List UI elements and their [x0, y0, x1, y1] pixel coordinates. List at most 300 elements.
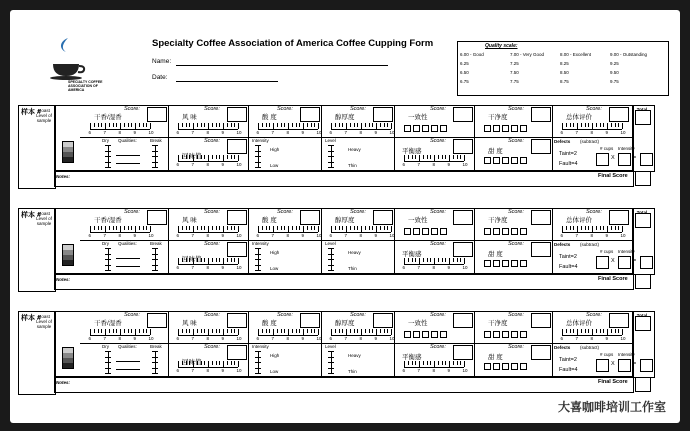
attribute-label-clean_cup: 干净度 — [488, 320, 508, 327]
scale-tick — [412, 361, 413, 365]
scale-tick — [581, 123, 582, 127]
score-box-acidity[interactable] — [300, 313, 320, 328]
vertical-scale-tick — [328, 351, 334, 352]
total-score-box[interactable] — [635, 316, 651, 331]
high-label: High — [270, 147, 280, 152]
scale-tick — [566, 329, 567, 333]
cup-checkbox[interactable] — [520, 260, 527, 267]
cup-checkbox[interactable] — [520, 363, 527, 370]
score-box-body[interactable] — [373, 210, 393, 225]
cup-checkbox[interactable] — [511, 157, 518, 164]
defect-total-box[interactable] — [640, 153, 653, 166]
scale-number: 8 — [118, 130, 122, 135]
scale-tick — [339, 226, 340, 230]
vertical-scale-tick — [152, 156, 158, 157]
cup-checkbox[interactable] — [493, 157, 500, 164]
attribute-label-sweetness: 甜 度 — [488, 354, 503, 361]
scale-tick — [216, 361, 217, 365]
defect-cups-box[interactable] — [596, 359, 609, 372]
score-label: Score: — [508, 344, 524, 350]
scale-tick — [430, 155, 431, 159]
final-score-label: Final Score — [598, 173, 628, 179]
name-label: Name: — [152, 58, 172, 65]
scale-number: 9 — [374, 130, 378, 135]
scale-tick — [622, 226, 623, 232]
cup-checkbox[interactable] — [502, 157, 509, 164]
scale-tick — [150, 123, 151, 129]
scale-tick — [238, 329, 239, 335]
watermark: 大喜咖啡培训工作室 — [557, 400, 666, 414]
scale-tick — [182, 155, 183, 159]
scale-number: 6 — [329, 336, 333, 341]
scale-tick — [600, 226, 601, 230]
scale-tick — [182, 123, 183, 127]
cup-checkbox[interactable] — [413, 331, 420, 338]
vertical-scale-tick — [152, 373, 158, 374]
defect-intensity-box[interactable] — [618, 359, 631, 372]
vertical-scale-tick — [152, 368, 158, 369]
cup-checkbox[interactable] — [520, 157, 527, 164]
cup-checkbox[interactable] — [493, 228, 500, 235]
scale-number: 8 — [590, 336, 594, 341]
vertical-scale-tick — [152, 357, 158, 358]
scale-tick — [339, 329, 340, 333]
scale-tick — [354, 123, 355, 127]
scale-number: 6 — [329, 233, 333, 238]
final-score-box[interactable] — [635, 171, 651, 186]
scale-tick — [234, 123, 235, 127]
score-box-fragrance[interactable] — [147, 107, 167, 122]
cup-checkbox[interactable] — [484, 228, 491, 235]
scale-tick — [216, 329, 217, 333]
scale-number: 10 — [148, 233, 154, 238]
dry-label: Dry — [102, 138, 109, 143]
score-box-overall[interactable] — [609, 107, 629, 122]
cup-checkbox[interactable] — [484, 125, 491, 132]
scale-tick — [139, 226, 140, 230]
scale-tick — [186, 329, 187, 333]
scale-tick — [189, 123, 190, 127]
vertical-scale-tick — [255, 156, 261, 157]
thin-label: Thin — [348, 163, 357, 168]
scale-tick — [570, 329, 571, 333]
scale-number: 8 — [206, 162, 210, 167]
break-label: Break — [150, 344, 162, 349]
cup-checkbox[interactable] — [413, 228, 420, 235]
scale-tick — [189, 329, 190, 333]
score-label: Score: — [586, 312, 602, 318]
scale-number: 8 — [118, 233, 122, 238]
cup-checkbox[interactable] — [511, 260, 518, 267]
scale-tick — [201, 361, 202, 365]
cup-checkbox[interactable] — [440, 125, 447, 132]
scale-tick — [234, 258, 235, 262]
cup-checkbox[interactable] — [404, 125, 411, 132]
scale-tick — [234, 361, 235, 365]
cup-checkbox[interactable] — [520, 228, 527, 235]
score-box-clean_cup[interactable] — [531, 210, 551, 225]
attribute-label-acidity: 酸 度 — [262, 114, 277, 121]
cup-checkbox[interactable] — [502, 363, 509, 370]
scale-tick — [234, 226, 235, 230]
sample-card — [18, 208, 669, 298]
scale-tick — [216, 226, 217, 230]
vertical-scale-tick — [105, 351, 111, 352]
score-box-aftertaste[interactable] — [227, 139, 247, 154]
scale-number: 7 — [344, 130, 348, 135]
scale-tick — [269, 123, 270, 127]
score-label: Score: — [430, 209, 446, 215]
cup-checkbox[interactable] — [431, 228, 438, 235]
score-box-clean_cup[interactable] — [531, 107, 551, 122]
break-label: Break — [150, 138, 162, 143]
scale-tick — [143, 329, 144, 333]
scale-tick — [94, 123, 95, 127]
score-label: Score: — [508, 209, 524, 215]
scale-number: 8 — [206, 265, 210, 270]
vertical-scale-tick — [105, 265, 111, 266]
scale-tick — [566, 123, 567, 127]
scale-tick — [284, 226, 285, 230]
vertical-scale-tick — [152, 167, 158, 168]
cups-label: # cups — [600, 146, 614, 151]
scale-tick — [335, 226, 336, 230]
vertical-scale-tick — [105, 373, 111, 374]
scale-tick — [442, 258, 443, 262]
scale-tick — [204, 361, 205, 365]
defect-total-box[interactable] — [640, 359, 653, 372]
total-score-box[interactable] — [635, 213, 651, 228]
score-box-flavor[interactable] — [227, 210, 247, 225]
name-field[interactable] — [176, 65, 388, 66]
scale-tick — [342, 226, 343, 230]
scale-tick — [98, 123, 99, 127]
score-box-balance[interactable] — [453, 242, 473, 257]
cup-checkbox[interactable] — [511, 363, 518, 370]
date-field[interactable] — [176, 81, 278, 82]
scale-number: 8 — [286, 336, 290, 341]
score-label: Score: — [124, 209, 140, 215]
score-label: Score: — [430, 312, 446, 318]
scale-tick — [615, 123, 616, 127]
scale-tick — [615, 226, 616, 230]
score-box-aftertaste[interactable] — [227, 242, 247, 257]
scale-tick — [618, 329, 619, 333]
scale-tick — [186, 258, 187, 262]
defect-intensity-box[interactable] — [618, 256, 631, 269]
cup-checkbox[interactable] — [484, 157, 491, 164]
scale-tick — [596, 123, 597, 127]
cup-checkbox[interactable] — [493, 260, 500, 267]
scale-tick — [266, 123, 267, 127]
scale-tick — [227, 155, 228, 159]
vertical-scale-tick — [105, 156, 111, 157]
scale-tick — [238, 226, 239, 232]
scale-number: 7 — [191, 162, 195, 167]
scale-tick — [284, 123, 285, 127]
attribute-label-uniformity: 一致性 — [408, 114, 428, 121]
cup-checkbox[interactable] — [431, 331, 438, 338]
final-score-box[interactable] — [635, 377, 651, 392]
scale-number: 6 — [402, 162, 406, 167]
total-score-box[interactable] — [635, 110, 651, 125]
cup-checkbox[interactable] — [493, 363, 500, 370]
score-box-fragrance[interactable] — [147, 313, 167, 328]
level-label: Level — [325, 344, 336, 349]
score-box-flavor[interactable] — [227, 313, 247, 328]
scale-number: 10 — [316, 130, 322, 135]
score-box-sweetness[interactable] — [531, 242, 551, 257]
attribute-label-body: 醇厚度 — [335, 320, 355, 327]
scale-number: 10 — [236, 368, 242, 373]
scale-tick — [387, 329, 388, 333]
qualities-line — [116, 266, 140, 267]
score-box-sweetness[interactable] — [531, 139, 551, 154]
scale-tick — [269, 329, 270, 333]
roast-swatch-step — [63, 157, 73, 162]
cup-checkbox[interactable] — [502, 228, 509, 235]
cup-checkbox[interactable] — [520, 331, 527, 338]
scale-tick — [186, 226, 187, 230]
roast-level-label: Roast Level of sample — [36, 211, 52, 226]
scale-tick — [189, 226, 190, 230]
score-label: Score: — [124, 106, 140, 112]
scale-tick — [585, 226, 586, 230]
scale-tick — [234, 155, 235, 159]
scale-number: 10 — [462, 368, 468, 373]
scale-number: 7 — [575, 130, 579, 135]
scale-tick — [588, 226, 589, 230]
vertical-scale-tick — [255, 368, 261, 369]
cup-checkbox[interactable] — [511, 331, 518, 338]
cup-checkbox[interactable] — [413, 125, 420, 132]
cup-checkbox[interactable] — [520, 125, 527, 132]
scale-number: 6 — [88, 233, 92, 238]
cup-checkbox[interactable] — [440, 331, 447, 338]
score-label: Score: — [277, 312, 293, 318]
scale-tick — [464, 155, 465, 161]
scale-tick — [219, 258, 220, 262]
quality-scale-box — [457, 41, 669, 96]
cup-checkbox[interactable] — [404, 331, 411, 338]
scale-tick — [299, 329, 300, 333]
attribute-label-aftertaste: 回味值 — [182, 153, 202, 160]
scale-number: 10 — [316, 233, 322, 238]
cup-checkbox[interactable] — [431, 125, 438, 132]
scale-tick — [573, 226, 574, 230]
scale-tick — [269, 226, 270, 230]
attribute-label-balance: 平衡感 — [402, 251, 422, 258]
scale-tick — [618, 123, 619, 127]
scale-tick — [277, 123, 278, 127]
scale-tick — [618, 226, 619, 230]
score-box-acidity[interactable] — [300, 210, 320, 225]
cup-checkbox[interactable] — [502, 260, 509, 267]
scale-tick — [438, 258, 439, 262]
scale-tick — [238, 361, 239, 367]
scale-tick — [227, 226, 228, 230]
score-box-fragrance[interactable] — [147, 210, 167, 225]
scale-number: 10 — [620, 336, 626, 341]
scale-tick — [182, 329, 183, 333]
scale-number: 10 — [236, 336, 242, 341]
cup-checkbox[interactable] — [502, 331, 509, 338]
score-box-uniformity[interactable] — [453, 313, 473, 328]
attribute-label-uniformity: 一致性 — [408, 217, 428, 224]
score-label: Score: — [508, 138, 524, 144]
scale-tick — [380, 123, 381, 127]
scale-tick — [335, 329, 336, 333]
scale-number: 6 — [176, 233, 180, 238]
scale-tick — [369, 123, 370, 127]
vertical-scale-tick — [328, 162, 334, 163]
cup-checkbox[interactable] — [511, 125, 518, 132]
final-score-label: Final Score — [598, 276, 628, 282]
score-box-uniformity[interactable] — [453, 107, 473, 122]
score-label: Score: — [124, 312, 140, 318]
scale-tick — [219, 155, 220, 159]
scale-number: 6 — [88, 130, 92, 135]
score-box-balance[interactable] — [453, 139, 473, 154]
cup-checkbox[interactable] — [422, 125, 429, 132]
taint-label: Taint=2 — [559, 357, 577, 363]
scale-tick — [365, 226, 366, 230]
scale-tick — [238, 123, 239, 129]
score-box-body[interactable] — [373, 107, 393, 122]
scale-tick — [307, 123, 308, 127]
notes-label: Notes: — [56, 380, 71, 385]
score-box-acidity[interactable] — [300, 107, 320, 122]
scale-tick — [350, 123, 351, 127]
vertical-scale-tick — [152, 270, 158, 271]
scale-tick — [335, 123, 336, 127]
scale-tick — [357, 226, 358, 230]
scale-tick — [596, 329, 597, 333]
intensity-label: Intensity — [252, 241, 269, 246]
score-box-clean_cup[interactable] — [531, 313, 551, 328]
defect-intensity-box[interactable] — [618, 153, 631, 166]
roast-swatch-step — [63, 363, 73, 368]
scale-tick — [219, 226, 220, 230]
level-label: Level — [325, 138, 336, 143]
score-label: Score: — [586, 209, 602, 215]
scale-tick — [369, 226, 370, 230]
scale-number: 9 — [221, 130, 225, 135]
qualities-label: Qualities: — [118, 241, 137, 246]
score-box-sweetness[interactable] — [531, 345, 551, 360]
quality-scale-cell: 7.00 - Very Good — [510, 52, 545, 57]
subtract-label: (subtract) — [580, 345, 600, 350]
scale-tick — [372, 329, 373, 333]
scale-tick — [150, 329, 151, 335]
defect-cups-box[interactable] — [596, 256, 609, 269]
quality-scale-cell: 8.25 — [560, 61, 569, 66]
attribute-label-overall: 总体评价 — [566, 217, 592, 224]
vertical-scale-tick — [255, 248, 261, 249]
scale-number: 8 — [206, 233, 210, 238]
cup-checkbox[interactable] — [422, 331, 429, 338]
quality-scale-cell: 9.75 — [610, 79, 619, 84]
score-box-balance[interactable] — [453, 345, 473, 360]
scale-tick — [182, 361, 183, 365]
score-box-aftertaste[interactable] — [227, 345, 247, 360]
vertical-scale-tick — [328, 259, 334, 260]
score-box-flavor[interactable] — [227, 107, 247, 122]
scale-number: 9 — [133, 130, 137, 135]
attribute-label-body: 醇厚度 — [335, 114, 355, 121]
heavy-label: Heavy — [348, 147, 361, 152]
thin-label: Thin — [348, 369, 357, 374]
scale-tick — [408, 361, 409, 365]
cup-checkbox[interactable] — [404, 228, 411, 235]
equals-sign: = — [633, 155, 637, 161]
quality-scale-cell: 9.25 — [610, 61, 619, 66]
cup-checkbox[interactable] — [511, 228, 518, 235]
final-score-box[interactable] — [635, 274, 651, 289]
scale-number: 9 — [447, 368, 451, 373]
scale-tick — [457, 258, 458, 262]
times-sign: X — [611, 155, 615, 161]
logo-text: SPECIALTY COFFEE ASSOCIATION OF AMERICA — [68, 80, 103, 92]
defect-total-box[interactable] — [640, 256, 653, 269]
scale-tick — [442, 155, 443, 159]
score-box-body[interactable] — [373, 313, 393, 328]
scale-tick — [445, 361, 446, 365]
vertical-scale-tick — [152, 151, 158, 152]
scale-tick — [384, 123, 385, 127]
cup-checkbox[interactable] — [493, 125, 500, 132]
scale-number: 6 — [560, 130, 564, 135]
scale-tick — [238, 155, 239, 161]
attribute-label-acidity: 酸 度 — [262, 217, 277, 224]
scale-tick — [204, 329, 205, 333]
scale-number: 9 — [133, 233, 137, 238]
scale-tick — [585, 123, 586, 127]
scale-number: 6 — [88, 336, 92, 341]
cup-checkbox[interactable] — [484, 363, 491, 370]
scale-tick — [101, 123, 102, 127]
scale-tick — [611, 329, 612, 333]
defect-cups-box[interactable] — [596, 153, 609, 166]
scale-tick — [581, 329, 582, 333]
vertical-scale-tick — [328, 265, 334, 266]
scale-tick — [186, 155, 187, 159]
subtract-label: (subtract) — [580, 242, 600, 247]
scale-tick — [231, 226, 232, 230]
cup-checkbox[interactable] — [493, 331, 500, 338]
scale-number: 7 — [271, 233, 275, 238]
scale-number: 10 — [316, 336, 322, 341]
cup-checkbox[interactable] — [502, 125, 509, 132]
score-box-overall[interactable] — [609, 313, 629, 328]
scale-tick — [299, 123, 300, 127]
score-box-overall[interactable] — [609, 210, 629, 225]
scale-number: 6 — [256, 233, 260, 238]
scale-tick — [423, 155, 424, 159]
score-label: Score: — [204, 312, 220, 318]
cup-checkbox[interactable] — [484, 260, 491, 267]
scale-tick — [109, 329, 110, 333]
score-box-uniformity[interactable] — [453, 210, 473, 225]
cup-checkbox[interactable] — [440, 228, 447, 235]
scale-tick — [201, 226, 202, 230]
fault-label: Fault=4 — [559, 264, 578, 270]
scale-number: 7 — [103, 130, 107, 135]
cup-checkbox[interactable] — [422, 228, 429, 235]
scale-tick — [566, 226, 567, 230]
cup-checkbox[interactable] — [484, 331, 491, 338]
defects-label: Defects — [554, 139, 571, 144]
